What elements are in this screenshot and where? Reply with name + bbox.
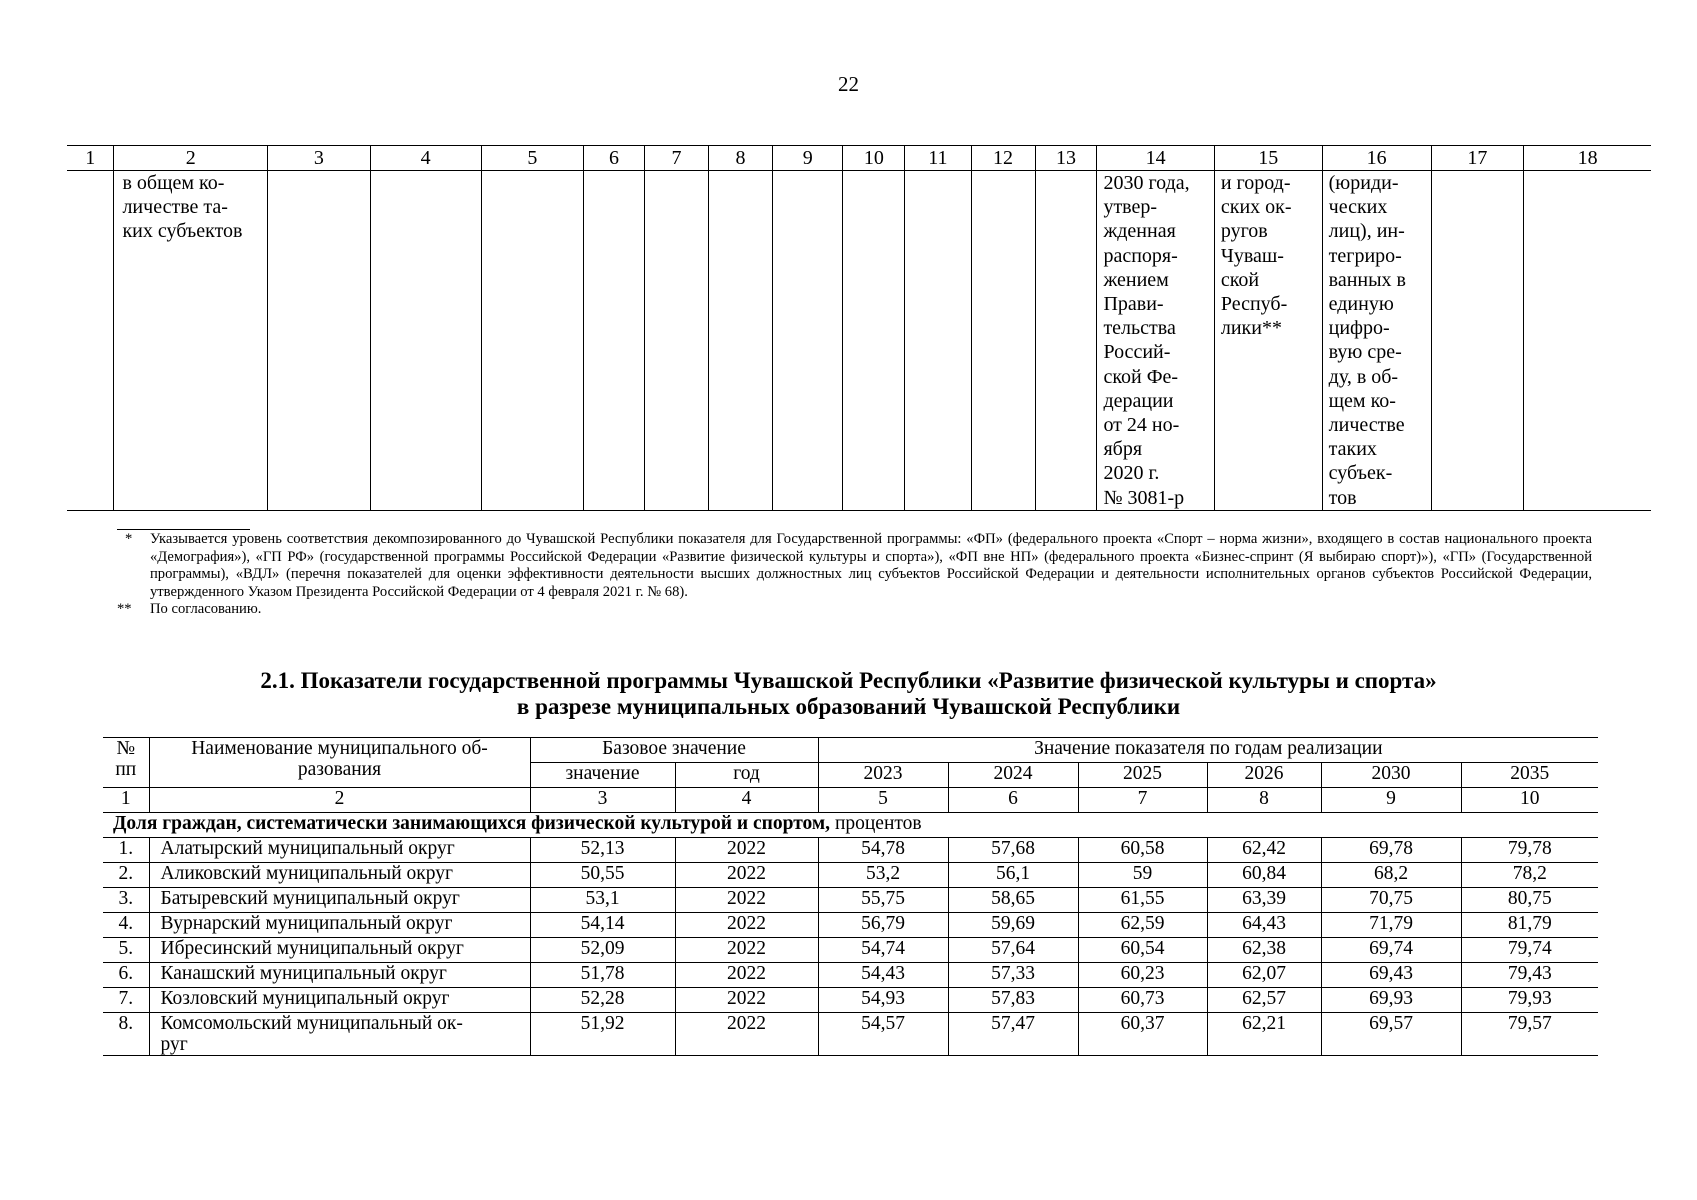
base-value: 52,09 (530, 938, 675, 963)
year-value: 69,78 (1321, 838, 1461, 863)
section-title (0, 668, 1697, 720)
table-row (103, 988, 1598, 1013)
table-cell (708, 171, 772, 511)
column-number: 10 (1461, 788, 1598, 813)
year-value: 69,57 (1321, 1013, 1461, 1056)
base-year: 2022 (675, 913, 818, 938)
base-year: 2022 (675, 838, 818, 863)
year-value: 60,37 (1078, 1013, 1207, 1056)
row-number: 6. (103, 963, 149, 988)
year-value: 79,74 (1461, 938, 1598, 963)
table-cell (481, 171, 583, 511)
year-value: 70,75 (1321, 888, 1461, 913)
year-value: 60,23 (1078, 963, 1207, 988)
column-number: 5 (818, 788, 948, 813)
year-value: 62,42 (1207, 838, 1321, 863)
year-value: 60,58 (1078, 838, 1207, 863)
base-value: 51,92 (530, 1013, 675, 1056)
footnote (117, 531, 1592, 601)
table-cell (1524, 171, 1651, 511)
column-number: 7 (644, 146, 708, 171)
table-cell (772, 171, 842, 511)
year-value: 69,93 (1321, 988, 1461, 1013)
year-value: 68,2 (1321, 863, 1461, 888)
year-value: 64,43 (1207, 913, 1321, 938)
base-value: 50,55 (530, 863, 675, 888)
column-number: 10 (843, 146, 905, 171)
year-value: 53,2 (818, 863, 948, 888)
base-value: 51,78 (530, 963, 675, 988)
year-value: 63,39 (1207, 888, 1321, 913)
table-cell (644, 171, 708, 511)
footnote-text: Указывается уровень соответствия декомпозированного до Чувашской Республики показателя для Государственной программы: «ФП» (федерального проекта «Спорт – норма жизни», входящего в состав национального проекта «Демография»), «ГП РФ» (государственной программы Российской Федерации «Развитие физической культуры и спорта»), «ФП вне НП» (федерального проекта «Бизнес-спринт (Я выбираю спорт)»), «ГП» (Государственной программы), «ВДЛ» (перечня показателей для оценки эффективности деятельности высших должностных лиц субъектов Российской Федерации и деятельности исполнительных органов субъектов Российской Федерации, утвержденного Указом Президента Российской Федерации от 4 февраля 2021 г. № 68). (150, 531, 1592, 600)
base-year: 2022 (675, 963, 818, 988)
page-number: 22 (838, 72, 859, 96)
section-title-line: в разрезе муниципальных образований Чувашской Республики (516, 694, 1181, 719)
row-number: 2. (103, 863, 149, 888)
row-number: 4. (103, 913, 149, 938)
footnote (117, 601, 1592, 619)
year-value: 55,75 (818, 888, 948, 913)
table-row (103, 838, 1598, 863)
header-year: 2030 (1321, 763, 1461, 788)
table-cell (1322, 171, 1431, 511)
year-value: 57,68 (948, 838, 1078, 863)
row-number: 8. (103, 1013, 149, 1056)
year-value: 69,43 (1321, 963, 1461, 988)
row-number: 3. (103, 888, 149, 913)
year-value: 59,69 (948, 913, 1078, 938)
year-value: 56,79 (818, 913, 948, 938)
footnotes (117, 531, 1592, 619)
year-value: 79,57 (1461, 1013, 1598, 1056)
header-base-year: год (675, 763, 818, 788)
year-value: 59 (1078, 863, 1207, 888)
header-year: 2035 (1461, 763, 1598, 788)
column-number: 5 (481, 146, 583, 171)
table-cell (1214, 171, 1322, 511)
municipality-name: Козловский муниципальный округ (149, 988, 530, 1013)
column-number: 8 (1207, 788, 1321, 813)
table-row (103, 913, 1598, 938)
table-cell (114, 171, 268, 511)
column-number: 9 (1321, 788, 1461, 813)
table-cell (1035, 171, 1097, 511)
year-value: 62,57 (1207, 988, 1321, 1013)
row-number: 1. (103, 838, 149, 863)
year-value: 54,43 (818, 963, 948, 988)
section-label-unit: процентов (830, 813, 922, 834)
table-cell (67, 171, 114, 511)
cell-text: 2030 года, утвер- жденная распоря- жением Прави- тельства Россий- ской Фе- дерации от 24 но- ября 2020 г. № 3081-р (1103, 172, 1190, 509)
section-label-bold: Доля граждан, систематически занимающихся физической культурой и спортом, (113, 813, 831, 834)
footnote-mark: * (125, 531, 133, 547)
table-cell (843, 171, 905, 511)
header-year: 2024 (948, 763, 1078, 788)
municipality-name: Комсомольский муниципальный ок- руг (149, 1013, 530, 1056)
year-value: 56,1 (948, 863, 1078, 888)
table-row (103, 1013, 1598, 1056)
year-value: 60,84 (1207, 863, 1321, 888)
table-cell (905, 171, 971, 511)
table-cell (370, 171, 481, 511)
base-year: 2022 (675, 888, 818, 913)
section-label (103, 813, 1598, 838)
base-value: 52,13 (530, 838, 675, 863)
year-value: 58,65 (948, 888, 1078, 913)
column-number: 1 (103, 788, 149, 813)
column-number-row (67, 146, 1651, 171)
header-base-value: значение (530, 763, 675, 788)
year-value: 62,21 (1207, 1013, 1321, 1056)
municipality-name: Канашский муниципальный округ (149, 963, 530, 988)
column-number: 11 (905, 146, 971, 171)
year-value: 60,73 (1078, 988, 1207, 1013)
base-value: 52,28 (530, 988, 675, 1013)
table-row (103, 863, 1598, 888)
column-number: 15 (1214, 146, 1322, 171)
base-value: 54,14 (530, 913, 675, 938)
column-number: 1 (67, 146, 114, 171)
column-number: 6 (948, 788, 1078, 813)
continuation-table (67, 145, 1651, 511)
cell-text: (юриди- ческих лиц), ин- тегриро- ванных в единую цифро- вую сре- ду, в об- щем ко- личестве таких субъек- тов (1328, 172, 1406, 509)
table-cell (584, 171, 645, 511)
row-number: 7. (103, 988, 149, 1013)
column-number: 16 (1322, 146, 1431, 171)
footnote-mark: ** (117, 601, 132, 618)
table-cell (268, 171, 370, 511)
base-value: 53,1 (530, 888, 675, 913)
year-value: 79,93 (1461, 988, 1598, 1013)
column-number: 6 (584, 146, 645, 171)
header-base: Базовое значение (530, 738, 818, 763)
table-cell (971, 171, 1035, 511)
year-value: 54,93 (818, 988, 948, 1013)
table-row (103, 938, 1598, 963)
header-year: 2023 (818, 763, 948, 788)
row-number: 5. (103, 938, 149, 963)
column-number: 13 (1035, 146, 1097, 171)
column-number: 9 (772, 146, 842, 171)
year-value: 57,64 (948, 938, 1078, 963)
municipality-name: Батыревский муниципальный округ (149, 888, 530, 913)
column-number-row (103, 788, 1598, 813)
indicators-table (103, 737, 1598, 1056)
column-number: 3 (268, 146, 370, 171)
table-row (103, 888, 1598, 913)
header-name: Наименование муниципального об- разования (149, 738, 530, 788)
base-year: 2022 (675, 938, 818, 963)
year-value: 57,47 (948, 1013, 1078, 1056)
header-row (103, 738, 1598, 763)
year-value: 60,54 (1078, 938, 1207, 963)
year-value: 54,74 (818, 938, 948, 963)
table-cell (1097, 171, 1214, 511)
cell-text: и город- ских ок- ругов Чуваш- ской Респуб- лики** (1220, 172, 1292, 340)
year-value: 62,59 (1078, 913, 1207, 938)
municipality-name: Аликовский муниципальный округ (149, 863, 530, 888)
column-number: 17 (1431, 146, 1524, 171)
table-row (67, 171, 1651, 511)
header-year: 2026 (1207, 763, 1321, 788)
column-number: 7 (1078, 788, 1207, 813)
section-title-line: 2.1. Показатели государственной программы Чувашской Республики «Развитие физической культуры и спорта» (260, 668, 1437, 693)
year-value: 79,78 (1461, 838, 1598, 863)
header-year: 2025 (1078, 763, 1207, 788)
year-value: 54,57 (818, 1013, 948, 1056)
section-row (103, 813, 1598, 838)
base-year: 2022 (675, 1013, 818, 1056)
municipality-name: Алатырский муниципальный округ (149, 838, 530, 863)
column-number: 3 (530, 788, 675, 813)
column-number: 2 (149, 788, 530, 813)
column-number: 8 (708, 146, 772, 171)
year-value: 69,74 (1321, 938, 1461, 963)
footnote-separator (117, 529, 250, 530)
column-number: 14 (1097, 146, 1214, 171)
header-num: № пп (103, 738, 149, 788)
year-value: 57,33 (948, 963, 1078, 988)
year-value: 62,07 (1207, 963, 1321, 988)
year-value: 62,38 (1207, 938, 1321, 963)
header-by-years: Значение показателя по годам реализации (818, 738, 1598, 763)
year-value: 71,79 (1321, 913, 1461, 938)
municipality-name: Ибресинский муниципальный округ (149, 938, 530, 963)
column-number: 2 (114, 146, 268, 171)
column-number: 12 (971, 146, 1035, 171)
table-row (103, 963, 1598, 988)
year-value: 79,43 (1461, 963, 1598, 988)
municipality-name: Вурнарский муниципальный округ (149, 913, 530, 938)
column-number: 4 (370, 146, 481, 171)
base-year: 2022 (675, 988, 818, 1013)
year-value: 61,55 (1078, 888, 1207, 913)
table-cell (1431, 171, 1524, 511)
year-value: 80,75 (1461, 888, 1598, 913)
year-value: 57,83 (948, 988, 1078, 1013)
year-value: 54,78 (818, 838, 948, 863)
year-value: 78,2 (1461, 863, 1598, 888)
column-number: 18 (1524, 146, 1651, 171)
cell-text: в общем ко- личестве та- ких субъектов (122, 172, 243, 243)
base-year: 2022 (675, 863, 818, 888)
footnote-text: По согласованию. (150, 601, 262, 618)
column-number: 4 (675, 788, 818, 813)
year-value: 81,79 (1461, 913, 1598, 938)
